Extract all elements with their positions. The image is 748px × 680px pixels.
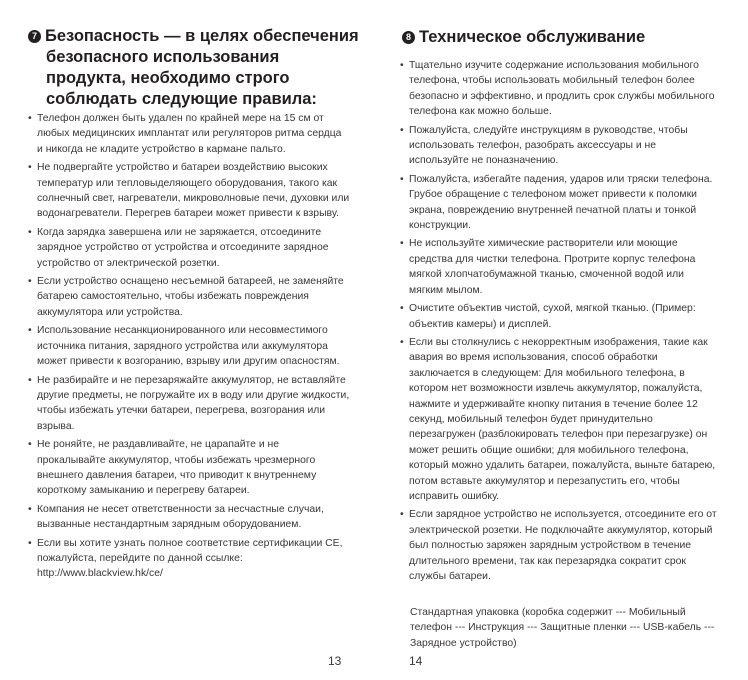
- list-item: • Если вы хотите узнать полное соответствие сертификации CE, пожалуйста, перейдите по данной ссылке: http://www.blackview.hk/ce/: [28, 536, 350, 582]
- list-item: • Пожалуйста, избегайте падения, ударов или тряски телефона. Грубое обращение с телефоном может привести к поломки экрана, повреждению внутренней печатной платы и тонкой конструкции.: [400, 172, 718, 234]
- package-contents: Стандартная упаковка (коробка содержит --- Мобильный телефон --- Инструкция --- Защитные пленки --- USB-кабель --- Зарядное устройство): [410, 607, 715, 649]
- maintenance-heading: [402, 27, 732, 48]
- list-item: • Пожалуйста, следуйте инструкциям в руководстве, чтобы использовать телефон, разобрать аксессуары и не используйте не поназначению.: [400, 123, 718, 169]
- list-item: • Если устройство оснащено несъемной батареей, не заменяйте батарею самостоятельно, чтобы избежать повреждения аккумулятора или устройства.: [28, 274, 350, 320]
- safety-rules-list: [28, 111, 350, 585]
- list-item: • Тщательно изучите содержание использования мобильного телефона, чтобы использовать мобильный телефон более безопасно и эффективно, и продлить срок службы мобильного телефона как можно больше.: [400, 58, 718, 120]
- right-page: [374, 0, 748, 680]
- maintenance-heading-text: Техническое обслуживание: [419, 28, 646, 46]
- list-item: • Не используйте химические растворители или моющие средства для чистки телефона. Протрите корпус телефона мягкой хлопчатобумажной тканью, смоченной водой или мягким мылом.: [400, 236, 718, 298]
- section-number-badge: 8: [402, 31, 415, 44]
- list-item: • Если зарядное устройство не используется, отсоедините его от электрической розетки. Не подключайте аккумулятор, который был полностью заряжен зарядным устройством в течение длительного времени, так как перезарядка сократит срок службы батареи.: [400, 507, 718, 584]
- safety-heading: [28, 26, 368, 110]
- list-item: • Телефон должен быть удален по крайней мере на 15 см от любых медицинских имплантат или регуляторов ритма сердца и никогда не кладите устройство в кармане пальто.: [28, 111, 350, 157]
- safety-heading-line-1: Безопасность — в целях обеспечения: [45, 27, 359, 45]
- list-item: • Использование несанкционированного или несовместимого источника питания, зарядного устройства или аккумулятора может привести к возгоранию, взрыву или другим опасностям.: [28, 323, 350, 369]
- safety-heading-line-4: соблюдать следующие правила:: [46, 90, 317, 108]
- list-item: • Не роняйте, не раздавливайте, не царапайте и не прокалывайте аккумулятор, чтобы избежать чрезмерного внешнего давления батареи, что приводит к внутреннему короткому замыканию и перегреву батареи.: [28, 437, 350, 499]
- section-number-badge: 7: [28, 30, 41, 43]
- list-item: • Не подвергайте устройство и батареи воздействию высоких температур или тепловыделяющего оборудования, такого как солнечный свет, нагреватели, микроволновые печи, духовки или водонагреватели. Перегрев батареи может привести к взрыву.: [28, 160, 350, 222]
- list-item: • Когда зарядка завершена или не заряжается, отсоедините зарядное устройство от устройства и отсоедините зарядное устройство от электрической розетки.: [28, 225, 350, 271]
- list-item: • Очистите объектив чистой, сухой, мягкой тканью. (Пример: объектив камеры) и дисплей.: [400, 301, 718, 332]
- maintenance-list: [400, 58, 718, 587]
- list-item: • Если вы столкнулись с некорректным изображения, такие как авария во время использования, способ обработки заключается в следующем: Для мобильного телефона, в котором нет возможности извлечь аккумулятор, пожалуйста, нажмите и удерживайте кнопку питания в течение более 12 секунд, мобильный телефон будет принудительно перезагружен (разблокировать телефон при перезагрузке) он может решить общие ошибки; для мобильного телефона, который можно удалить батареи, пожалуйста, выньте батарею, потом вставьте аккумулятор и перезапустить его, чтобы исправить ошибку.: [400, 335, 718, 504]
- safety-heading-line-2: безопасного использования: [46, 48, 280, 66]
- page-number: 13: [328, 654, 342, 668]
- page-number: 14: [409, 654, 423, 668]
- safety-heading-line-3: продукта, необходимо строго: [46, 69, 290, 87]
- list-item: • Не разбирайте и не перезаряжайте аккумулятор, не вставляйте другие предметы, не погружайте их в воду или другие жидкости, чтобы избежать утечки батареи, перегрева, возгорания или взрыва.: [28, 373, 350, 435]
- list-item: • Компания не несет ответственности за несчастные случаи, вызванные нестандартным зарядным оборудованием.: [28, 502, 350, 533]
